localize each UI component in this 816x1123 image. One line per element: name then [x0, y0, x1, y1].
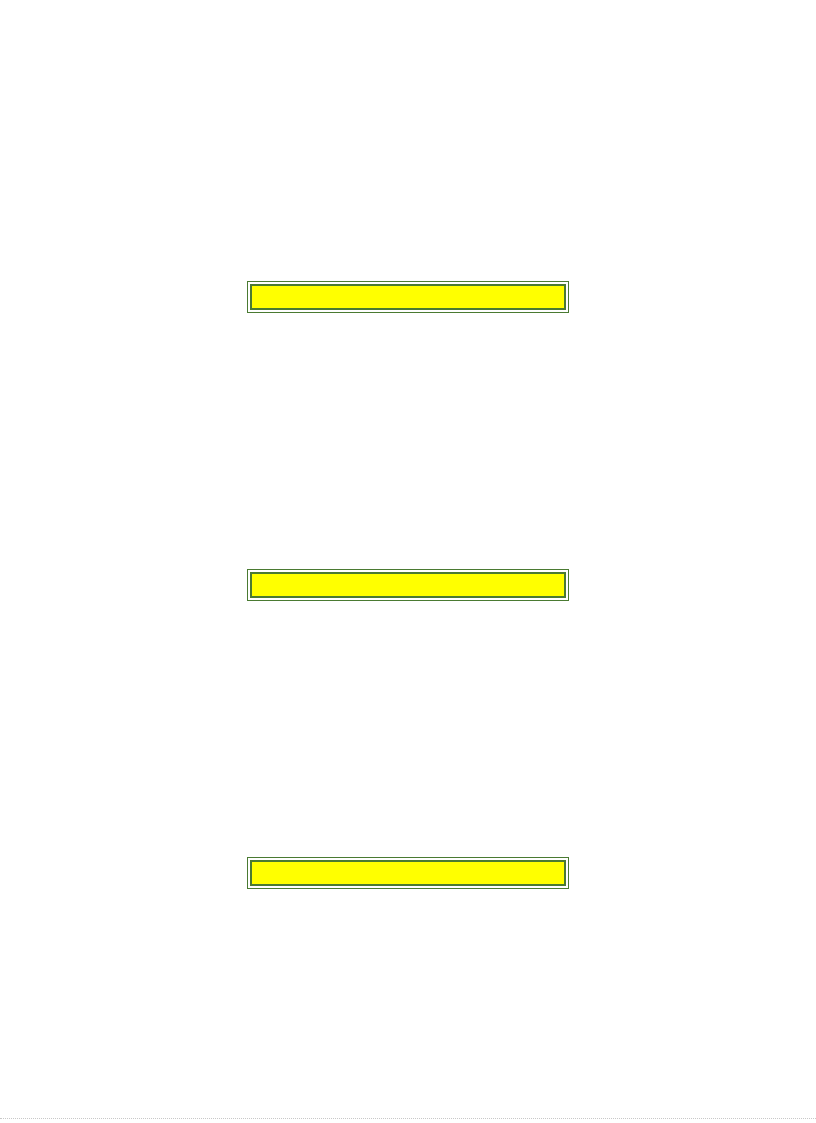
exercise-banner — [250, 860, 566, 886]
exercise-banner — [250, 572, 566, 598]
exercise-banner — [250, 284, 566, 310]
page-bottom-rule — [0, 1118, 816, 1119]
